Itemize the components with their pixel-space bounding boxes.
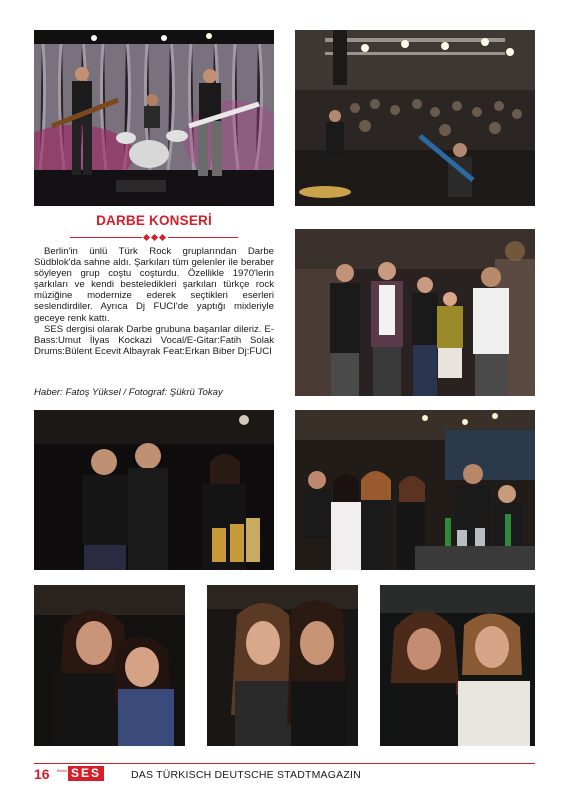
article-credit: Haber: Fatoş Yüksel / Fotograf: Şükrü Tokay [34,387,223,398]
photo-concert-crowd [295,30,535,206]
article-body [34,246,274,357]
photo-band-on-stage [34,30,274,206]
photo-two-women-right [380,585,535,746]
photo-three-friends [34,410,274,570]
page-number: 16 [34,766,50,782]
photo-two-women-middle [207,585,358,746]
logo-small-text: Berlin [57,768,68,773]
article-title: DARBE KONSERİ [96,213,212,228]
article-paragraph: Berlin'in ünlü Türk Rock gruplarından Darbe Südblok'da sahne aldı. Şarkıları tüm gelenler ile beraber söyleyen grup coştu coşturdu. Özellikle 1970'lerin şarkıları ve kendi besteledikleri şarkıları türkçe rock müziğine modernize ederek seçtikleri eserleri seslendirdiler. Ayrıca Dj FUCI'de yaptığı mixleriyle geceye renk kattı. [34,246,274,324]
logo-text: SES [68,766,104,781]
photo-bar-table [295,410,535,570]
article-paragraph: SES dergisi olarak Darbe grubuna başarılar dileriz. E-Bass:Umut İlyas Kockazi Vocal/E-Gitar:Fatih Solak Drums:Bülent Ecevit Albayrak Feat:Erkan Biber Dj:FUCI [34,323,274,357]
footer-rule [34,763,535,764]
title-rule [70,235,238,241]
photo-group-six [295,229,535,396]
photo-two-women-left [34,585,185,746]
magazine-name: DAS TÜRKISCH DEUTSCHE STADTMAGAZIN [131,769,361,781]
